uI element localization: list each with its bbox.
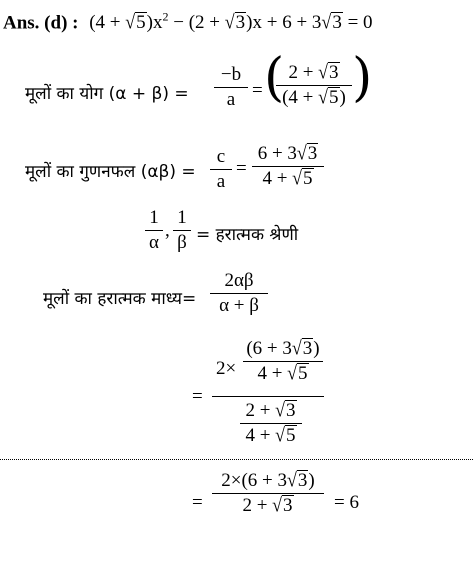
dotted-separator [0, 459, 473, 460]
comma: , [165, 220, 170, 241]
sqrt-symbol: √3 [275, 398, 296, 421]
sqrt-symbol: √3 [318, 60, 339, 83]
sqrt-symbol: √3 [321, 11, 342, 34]
harmonic-mean-label: मूलों का हरात्मक माध्य= [43, 289, 197, 309]
sqrt-symbol: √5 [125, 11, 146, 34]
reciprocal-beta: 1 β [173, 207, 191, 254]
sqrt-symbol: √5 [292, 166, 313, 189]
sqrt-symbol: √3 [296, 141, 318, 164]
product-equals: = [236, 158, 247, 179]
big-open-paren: ( [264, 48, 285, 108]
sqrt-symbol: √3 [291, 336, 313, 359]
harmonic-mean-fraction: 2αβ α + β [210, 270, 268, 317]
sum-fraction-b-over-a: −b a [214, 64, 248, 111]
big-close-paren: ) [352, 48, 373, 108]
sqrt-symbol: √3 [272, 493, 293, 516]
step2-main-bar [212, 396, 324, 397]
sqrt-symbol: √3 [224, 11, 246, 34]
product-fraction-value: 6 + 3√3 4 + √5 [252, 143, 324, 190]
step2-top-multiplier: 2× [216, 358, 237, 379]
sum-equals: = [252, 80, 263, 101]
answer-label: Ans. (d) : [3, 12, 79, 34]
sum-of-roots-label: मूलों का योग (α + β) = [25, 84, 189, 104]
sqrt-symbol: √5 [287, 361, 308, 384]
sum-fraction-value: 2 + √3 (4 + √5) [276, 62, 352, 109]
quadratic-equation: $(4 + √5)x^2 - (2 + √3)x + 6 + 3√3 = 0$ [89, 10, 373, 34]
answer-line [3, 10, 373, 34]
step3-equals: = [192, 492, 203, 513]
reciprocal-alpha: 1 α [145, 207, 163, 254]
step3-fraction: 2×(6 + 3√3) 2 + √3 [212, 470, 324, 517]
step2-top-fraction: (6 + 3√3) 4 + √5 [243, 338, 323, 385]
product-of-roots-label: मूलों का गुणनफल (αβ) = [25, 162, 196, 182]
harmonic-series-text: = हरात्मक श्रेणी [196, 225, 299, 245]
step2-bottom-fraction: 2 + √3 4 + √5 [240, 400, 302, 447]
sqrt-symbol: √3 [287, 468, 308, 491]
sqrt-symbol: √5 [275, 423, 296, 446]
final-result: = 6 [334, 492, 359, 513]
product-fraction-c-over-a: c a [210, 146, 232, 193]
sqrt-symbol: √5 [318, 85, 339, 108]
step2-equals: = [192, 386, 203, 407]
